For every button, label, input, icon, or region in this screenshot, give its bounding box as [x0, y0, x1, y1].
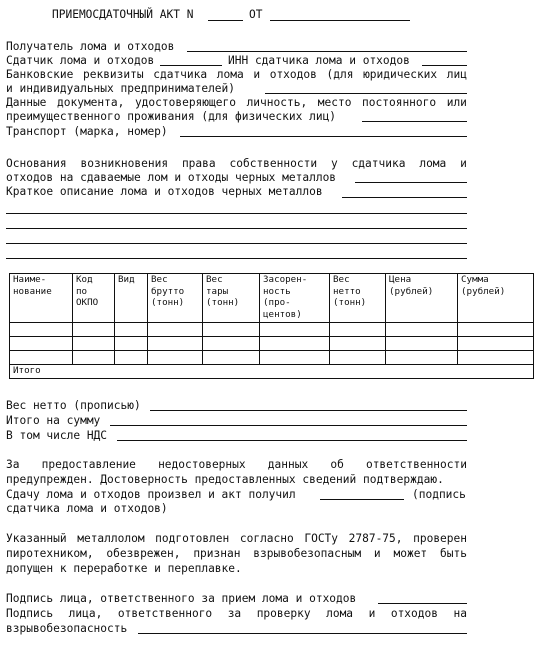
ownership-basis-entry[interactable] [355, 182, 467, 183]
table-row[interactable] [10, 351, 534, 365]
act-date-label: ОТ [249, 8, 263, 21]
id-document-entry[interactable] [362, 121, 467, 122]
inn-line[interactable] [422, 65, 467, 66]
vat-label: В том числе НДС [6, 429, 108, 442]
check-signature-line[interactable] [138, 633, 467, 634]
recipient-label: Получатель лома и отходов [6, 40, 175, 53]
description-entry-1[interactable] [342, 197, 467, 198]
description-entry-3[interactable] [6, 228, 467, 229]
check-signature-line1: Подпись лица, ответственного за проверку лома и отходов на [6, 607, 467, 620]
signature-note: (подпись [412, 488, 466, 501]
table-total-row [10, 365, 534, 379]
warning-line2: предупрежден. Достоверность предоставленных сведений подтверждаю. [6, 473, 444, 486]
net-weight-words-line[interactable] [150, 410, 467, 411]
inn-label: ИНН сдатчика лома и отходов [228, 54, 410, 67]
signature-note-cont: сдатчика лома и отходов) [6, 502, 168, 515]
col-header-net: Вес нетто (тонн) [330, 274, 386, 323]
supplier-label: Сдатчик лома и отходов [6, 54, 155, 67]
description-entry-5[interactable] [6, 258, 467, 259]
bank-details-entry[interactable] [265, 93, 467, 94]
ownership-basis-line1: Основания возникновения права собственности у сдатчика лома и [6, 157, 467, 170]
certify-line3: допущен к переработке и переплавке. [6, 562, 242, 575]
transport-line[interactable] [180, 136, 467, 137]
ownership-basis-line2: отходов на сдаваемые лом и отходы черных металлов [6, 171, 337, 184]
col-header-sum: Сумма (рублей) [458, 274, 534, 323]
check-signature-line2: взрывобезопасность [6, 622, 128, 635]
transport-label: Транспорт (марка, номер) [6, 125, 168, 138]
act-date-line[interactable] [270, 20, 410, 21]
col-header-type: Вид [115, 274, 148, 323]
col-header-name: Наиме- нование [10, 274, 73, 323]
total-label: Итого [10, 365, 115, 379]
bank-details-line2: и индивидуальных предпринимателей) [6, 82, 236, 95]
supplier-signature-line[interactable] [320, 499, 404, 500]
col-header-okpo: Код по ОКПО [73, 274, 115, 323]
id-document-line1: Данные документа, удостоверяющего личность, место постоянного или [6, 96, 467, 109]
accept-signature-line[interactable] [378, 603, 467, 604]
scrap-table [9, 273, 534, 379]
table-row[interactable] [10, 337, 534, 351]
act-title: ПРИЕМОСДАТОЧНЫЙ АКТ N [52, 8, 194, 21]
handover-label: Сдачу лома и отходов произвел и акт получил [6, 488, 296, 501]
table-header-row [10, 274, 534, 323]
recipient-line[interactable] [187, 51, 467, 52]
warning-line1: За предоставление недостоверных данных об ответственности [6, 458, 467, 471]
vat-line[interactable] [117, 440, 467, 441]
col-header-contamination: Засорен- ность (про- центов) [260, 274, 330, 323]
sum-line[interactable] [110, 425, 467, 426]
description-label: Краткое описание лома и отходов черных металлов [6, 185, 323, 198]
id-document-line2: преимущественного проживания (для физических лиц) [6, 110, 337, 123]
col-header-price: Цена (рублей) [386, 274, 458, 323]
table-row[interactable] [10, 323, 534, 337]
sum-label: Итого на сумму [6, 414, 101, 427]
accept-signature-label: Подпись лица, ответственного за прием лома и отходов [6, 592, 357, 605]
certify-line2: пиротехником, обезврежен, признан взрывобезопасным и может быть [6, 547, 467, 560]
supplier-line[interactable] [160, 65, 222, 66]
certify-line1: Указанный металлолом подготовлен согласно ГОСТу 2787-75, проверен [6, 532, 467, 545]
act-number-line[interactable] [208, 20, 243, 21]
description-entry-2[interactable] [6, 213, 467, 214]
bank-details-line1: Банковские реквизиты сдатчика лома и отходов (для юридических лиц [6, 68, 467, 81]
net-weight-words-label: Вес нетто (прописью) [6, 399, 141, 412]
description-entry-4[interactable] [6, 243, 467, 244]
col-header-tare: Вес тары (тонн) [203, 274, 260, 323]
col-header-gross: Вес брутто (тонн) [148, 274, 203, 323]
